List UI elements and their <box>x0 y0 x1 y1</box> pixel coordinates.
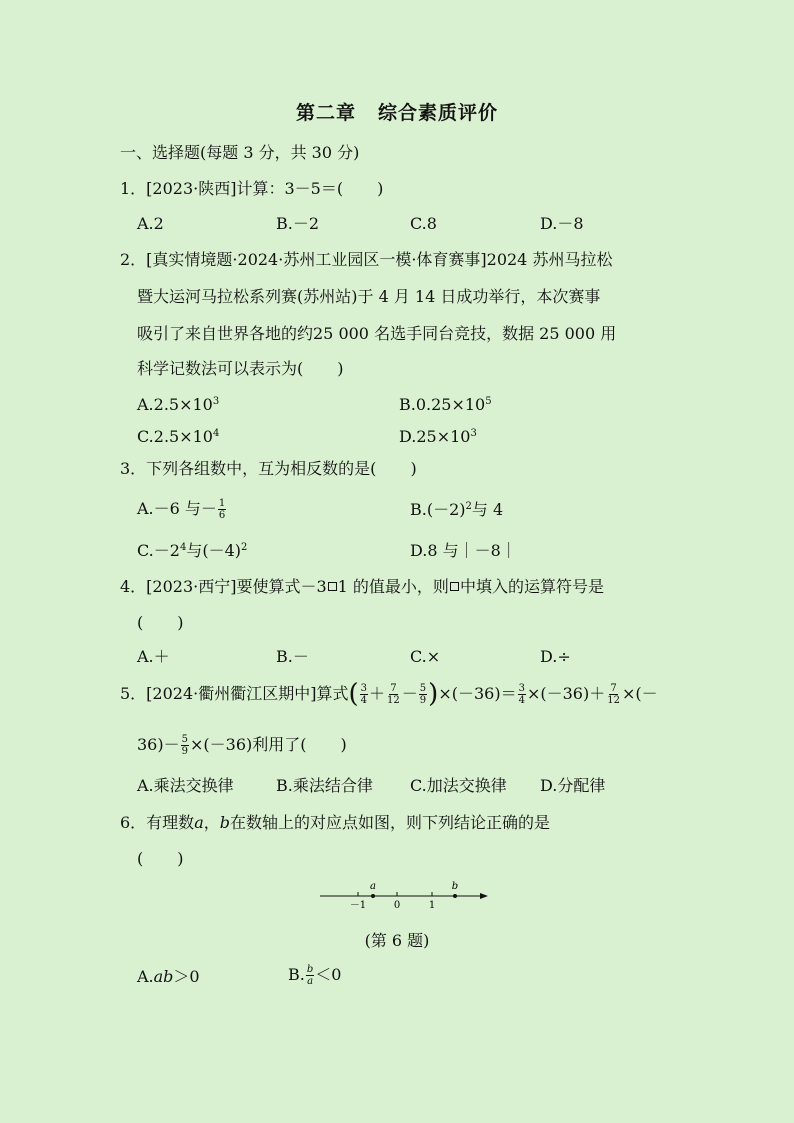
figure-caption: (第 6 题) <box>364 931 430 950</box>
empty-box-symbol <box>450 582 459 591</box>
question-2-line-1: 2．[真实情境题·2024·苏州工业园区一模·体育赛事]2024 苏州马拉松 <box>120 250 613 269</box>
question-4-line-2: ( ) <box>137 613 184 632</box>
question-2-option-c: $C.2.5\times 10^4$ <box>137 427 220 446</box>
question-3-option-b: $B.(-2)^2$与 4 <box>410 500 504 519</box>
question-4-option-c: C.× <box>410 647 441 666</box>
question-3-stem: 3．下列各组数中，互为相反数的是( ) <box>120 459 417 478</box>
number-line-figure <box>318 876 494 916</box>
tick-label-minus-1: －1 <box>349 900 367 911</box>
question-2-line-2: 暨大运河马拉松系列赛(苏州站)于 4 月 14 日成功举行，本次赛事 <box>137 287 601 306</box>
question-4-option-b: B.－ <box>276 647 309 666</box>
question-4-stem: 4．[2023·西宁]要使算式－3 1 的值最小，则 中填入的运算符号是 <box>120 577 604 596</box>
question-3-option-d: D.8 与｜－8｜ <box>410 541 517 560</box>
question-1-option-c: C.8 <box>410 214 437 233</box>
question-5-option-c: C.加法交换律 <box>410 776 507 795</box>
question-2-option-b: $B.0.25\times 10^5$ <box>399 395 492 414</box>
question-4-option-d: D.÷ <box>540 647 571 666</box>
question-5-line-2: 36)－ $\frac{5}{9}$ ×(－36)利用了( ) <box>137 734 347 757</box>
question-1-option-d: D.－8 <box>540 214 584 233</box>
point-a <box>371 894 375 898</box>
question-6-option-a: A.ab＞0 <box>137 967 200 986</box>
question-5-option-a: A.乘法交换律 <box>137 776 234 795</box>
point-b <box>453 894 457 898</box>
question-3-option-a: A.－6 与－ $\frac{1}{6}$ <box>137 498 226 521</box>
question-5-line-1: 5．[2024·衢州衢江区期中]算式( $\frac{3}{4}$ ＋ $\frac{7}{12}$ － $\frac{5}{9}$ )×(－36)＝ $\frac{3}{4}$ ×(－36)＋ $\frac{7}{12}$ ×(－ <box>120 679 658 709</box>
question-6-option-b: B. $\frac{b}{a}$ ＜0 <box>288 964 342 987</box>
question-1-option-b: B.－2 <box>276 214 320 233</box>
question-6-stem: 6．有理数a，b在数轴上的对应点如图，则下列结论正确的是 <box>120 813 551 832</box>
point-a-label: a <box>370 881 376 892</box>
tick-label-1: 1 <box>428 900 436 911</box>
section-heading: 一、选择题(每题 3 分，共 30 分) <box>120 143 360 162</box>
page-title <box>0 98 794 125</box>
point-b-label: b <box>451 881 459 892</box>
tick-label-0: 0 <box>393 900 401 911</box>
question-4-option-a: A.＋ <box>137 647 170 666</box>
question-6-line-2: ( ) <box>137 849 184 868</box>
question-2-option-d: $D.25\times 10^3$ <box>399 427 477 446</box>
question-5-option-d: D.分配律 <box>540 776 606 795</box>
question-1-option-a: A.2 <box>137 214 164 233</box>
question-2-option-a: $A.2.5\times 10^3$ <box>137 395 220 414</box>
chapter-subtitle: 综合素质评价 <box>378 102 499 124</box>
question-2-line-4: 科学记数法可以表示为( ) <box>137 359 344 378</box>
question-1-stem: 1．[2023·陕西]计算：3－5＝( ) <box>120 179 384 198</box>
fraction: $\frac{1}{6}$ <box>218 498 226 521</box>
axis-arrow <box>480 893 488 899</box>
question-5-option-b: B.乘法结合律 <box>276 776 373 795</box>
question-2-line-3: 吸引了来自世界各地的约25 000 名选手同台竞技，数据 25 000 用 <box>137 324 617 343</box>
question-3-option-c: $C.-2^4$与$(-4)^2$ <box>137 541 248 560</box>
chapter-label: 第二章 <box>295 102 356 124</box>
empty-box-symbol <box>328 582 337 591</box>
